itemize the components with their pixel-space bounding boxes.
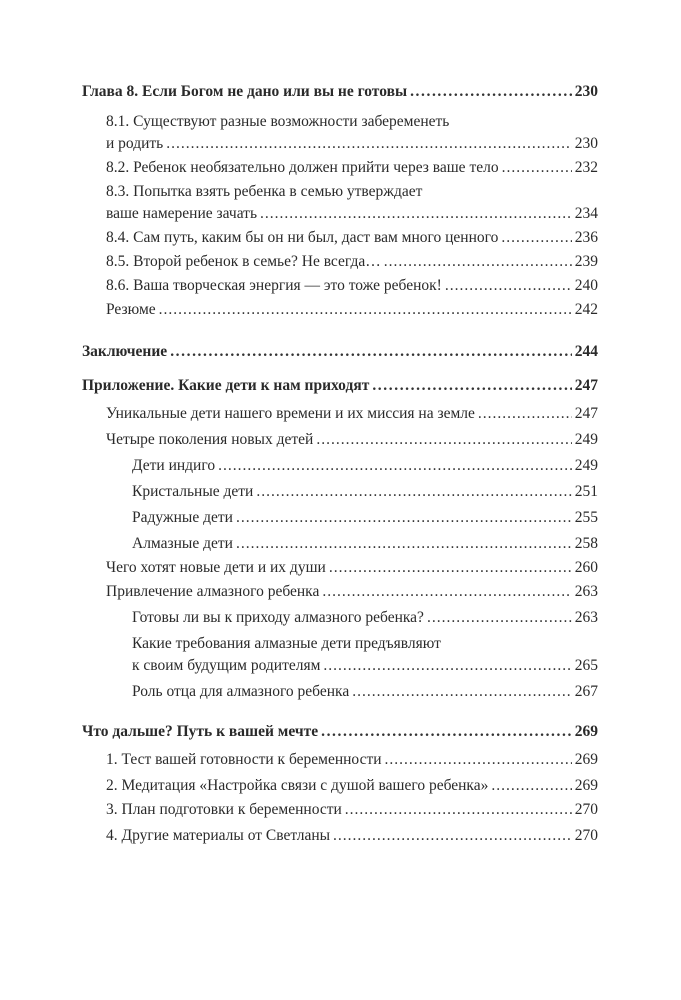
toc-entry-ready-for-diamond [132,608,598,628]
toc-entry-page: 267 [574,683,598,700]
toc-entry-title: Заключение [82,343,168,360]
dot-leader [445,276,572,296]
toc-entry-8-5 [106,252,598,272]
dot-leader [170,342,572,362]
toc-entry-page: 263 [574,609,598,626]
toc-entry-title: ваше намерение зачать [106,205,258,222]
toc-entry-title: 3. План подготовки к беременности [106,801,342,818]
toc-entry-readiness-test [106,750,598,770]
dot-leader [372,376,571,396]
toc-entry-8-4 [106,228,598,248]
toc-entry-title: 1. Тест вашей готовности к беременности [106,751,382,768]
toc-entry-title: 2. Медитация «Настройка связи с душой вашего ребенка» [106,777,489,794]
dot-leader [159,300,572,320]
toc-entry-summary [106,300,598,320]
dot-leader [316,430,571,450]
dot-leader [323,656,571,676]
dot-leader [236,534,572,554]
toc-entry-page: 240 [574,277,598,294]
dot-leader [236,508,572,528]
toc-entry-8-3 [106,204,598,224]
dot-leader [502,158,572,178]
toc-entry-unique-children [106,404,598,424]
toc-entry-whats-next [82,722,598,742]
toc-entry-page: 263 [574,583,598,600]
toc-entry-page: 255 [574,509,598,526]
toc-entry-crystal [132,482,598,502]
toc-entry-page: 236 [574,229,598,246]
toc-entry-page: 251 [574,483,598,500]
toc-entry-page: 242 [574,301,598,318]
toc-entry-preparation-plan [106,800,598,820]
toc-entry-title: 8.4. Сам путь, каким бы он ни был, даст вам много ценного [106,229,499,246]
toc-entry-diamond [132,534,598,554]
toc-entry-title: Резюме [106,301,156,318]
toc-entry-title: Радужные дети [132,509,233,526]
toc-entry-title: Что дальше? Путь к вашей мечте [82,723,319,740]
toc-entry-chapter-8 [82,82,598,102]
toc-entry-title: Роль отца для алмазного ребенка [132,683,350,700]
dot-leader [352,682,572,702]
toc-entry-title-line1: Какие требования алмазные дети предъявляют [132,635,441,652]
dot-leader [166,134,572,154]
toc-entry-page: 244 [574,343,598,360]
toc-entry-page: 249 [574,431,598,448]
toc-entry-title: Алмазные дети [132,535,233,552]
toc-entry-page: 270 [574,801,598,818]
dot-leader [321,722,572,742]
toc-entry-title: 4. Другие материалы от Светланы [106,827,331,844]
dot-leader [491,776,571,796]
toc-entry-title: 8.6. Ваша творческая энергия — это тоже ребенок! [106,277,442,294]
toc-entry-page: 232 [574,159,598,176]
dot-leader [478,404,572,424]
toc-entry-title: и родить [106,135,164,152]
toc-entry-page: 269 [574,777,598,794]
toc-entry-title: Приложение. Какие дети к нам приходят [82,377,370,394]
dot-leader [256,482,571,502]
toc-entry-title: Кристальные дети [132,483,254,500]
toc-entry-title: Уникальные дети нашего времени и их миссия на земле [106,405,475,422]
dot-leader [345,800,572,820]
toc-entry-page: 249 [574,457,598,474]
toc-entry-page: 239 [574,253,598,270]
toc-entry-other-materials [106,826,598,846]
toc-entry-conclusion [82,342,598,362]
dot-leader [410,82,572,102]
toc-entry-appendix [82,376,598,396]
toc-entry-indigo [132,456,598,476]
toc-entry-8-2 [106,158,598,178]
toc-entry-four-generations [106,430,598,450]
toc-entry-attracting-diamond [106,582,598,602]
toc-entry-father-role [132,682,598,702]
toc-entry-title: Дети индиго [132,457,216,474]
toc-entry-rainbow [132,508,598,528]
toc-entry-requirements [132,656,598,676]
toc-entry-8-6 [106,276,598,296]
toc-entry-title-line1: 8.1. Существуют разные возможности забеременеть [106,113,450,130]
toc-entry-meditation [106,776,598,796]
dot-leader [333,826,572,846]
toc-entry-page: 230 [574,83,598,100]
toc-entry-title: Привлечение алмазного ребенка [106,583,320,600]
toc-entry-page: 265 [574,657,598,674]
dot-leader [385,750,572,770]
toc-entry-title: Глава 8. Если Богом не дано или вы не готовы [82,83,408,100]
toc-entry-page: 247 [574,377,598,394]
dot-leader [260,204,572,224]
dot-leader [329,558,572,578]
toc-entry-page: 247 [574,405,598,422]
toc-entry-title: 8.2. Ребенок необязательно должен прийти через ваше тело [106,159,499,176]
dot-leader [427,608,572,628]
toc-entry-what-children-want [106,558,598,578]
toc-entry-8-1 [106,134,598,154]
toc-entry-title: Готовы ли вы к приходу алмазного ребенка? [132,609,424,626]
toc-entry-page: 230 [574,135,598,152]
dot-leader [501,228,571,248]
toc-entry-page: 258 [574,535,598,552]
toc-entry-title: Чего хотят новые дети и их души [106,559,326,576]
toc-entry-page: 270 [574,827,598,844]
toc-entry-title: Четыре поколения новых детей [106,431,314,448]
toc-entry-title-line1: 8.3. Попытка взять ребенка в семью утверждает [106,183,423,200]
toc-entry-page: 260 [574,559,598,576]
toc-entry-title: 8.5. Второй ребенок в семье? Не всегда… [106,253,381,270]
dot-leader [218,456,572,476]
toc-entry-page: 269 [574,723,598,740]
toc-entry-page: 269 [574,751,598,768]
dot-leader [384,252,572,272]
dot-leader [322,582,571,602]
toc-entry-page: 234 [574,205,598,222]
toc-entry-title: к своим будущим родителям [132,657,321,674]
